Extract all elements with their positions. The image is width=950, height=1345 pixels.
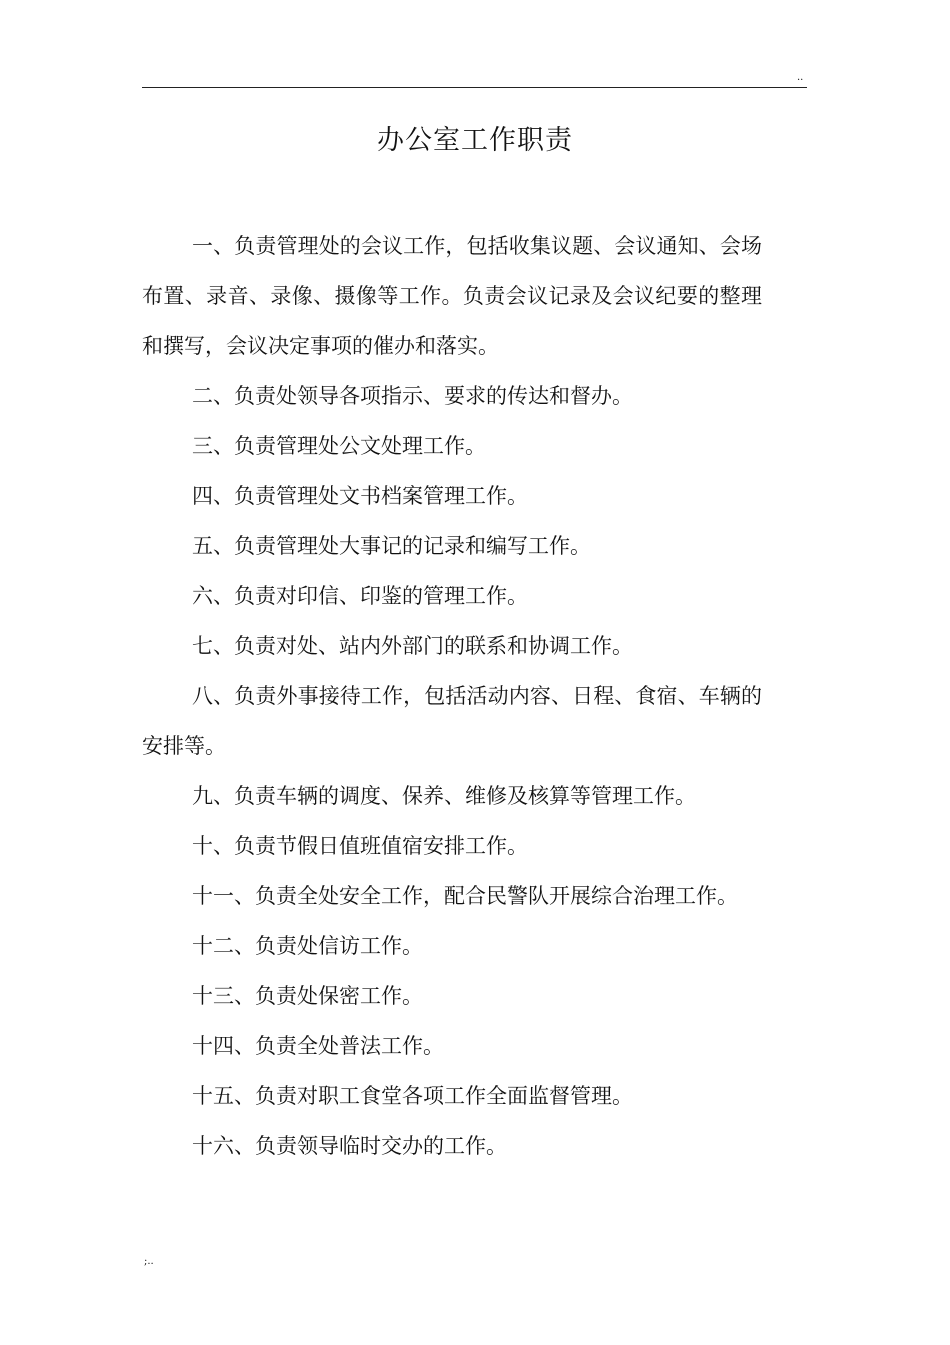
duty-item-9: 九、负责车辆的调度、保养、维修及核算等管理工作。 <box>192 784 696 808</box>
duty-item-6: 六、负责对印信、印鉴的管理工作。 <box>192 584 528 608</box>
duty-item-15: 十五、负责对职工食堂各项工作全面监督管理。 <box>192 1084 633 1108</box>
header-mark: .. <box>797 72 804 83</box>
header-rule <box>142 87 807 88</box>
duty-item-14: 十四、负责全处普法工作。 <box>192 1034 444 1058</box>
duty-item-1: 一、负责管理处的会议工作，包括收集议题、会议通知、会场布置、录音、录像、摄像等工作。负责会议记录及会议纪要的整理和撰写，会议决定事项的催办和落实。 <box>142 234 762 358</box>
duty-item-2: 二、负责处领导各项指示、要求的传达和督办。 <box>192 384 633 408</box>
duty-item-12: 十二、负责处信访工作。 <box>192 934 423 958</box>
duty-item-4: 四、负责管理处文书档案管理工作。 <box>192 484 528 508</box>
document-title: 办公室工作职责 <box>377 125 573 156</box>
duty-item-11: 十一、负责全处安全工作，配合民警队开展综合治理工作。 <box>192 884 738 908</box>
duty-item-7: 七、负责对处、站内外部门的联系和协调工作。 <box>192 634 633 658</box>
footer-mark: ;.. <box>144 1256 154 1267</box>
duty-item-5: 五、负责管理处大事记的记录和编写工作。 <box>192 534 591 558</box>
duty-item-16: 十六、负责领导临时交办的工作。 <box>192 1134 507 1158</box>
document-body <box>142 221 762 1171</box>
duty-item-8: 八、负责外事接待工作，包括活动内容、日程、食宿、车辆的安排等。 <box>142 684 762 758</box>
duty-item-3: 三、负责管理处公文处理工作。 <box>192 434 486 458</box>
duty-item-10: 十、负责节假日值班值宿安排工作。 <box>192 834 528 858</box>
duty-item-13: 十三、负责处保密工作。 <box>192 984 423 1008</box>
